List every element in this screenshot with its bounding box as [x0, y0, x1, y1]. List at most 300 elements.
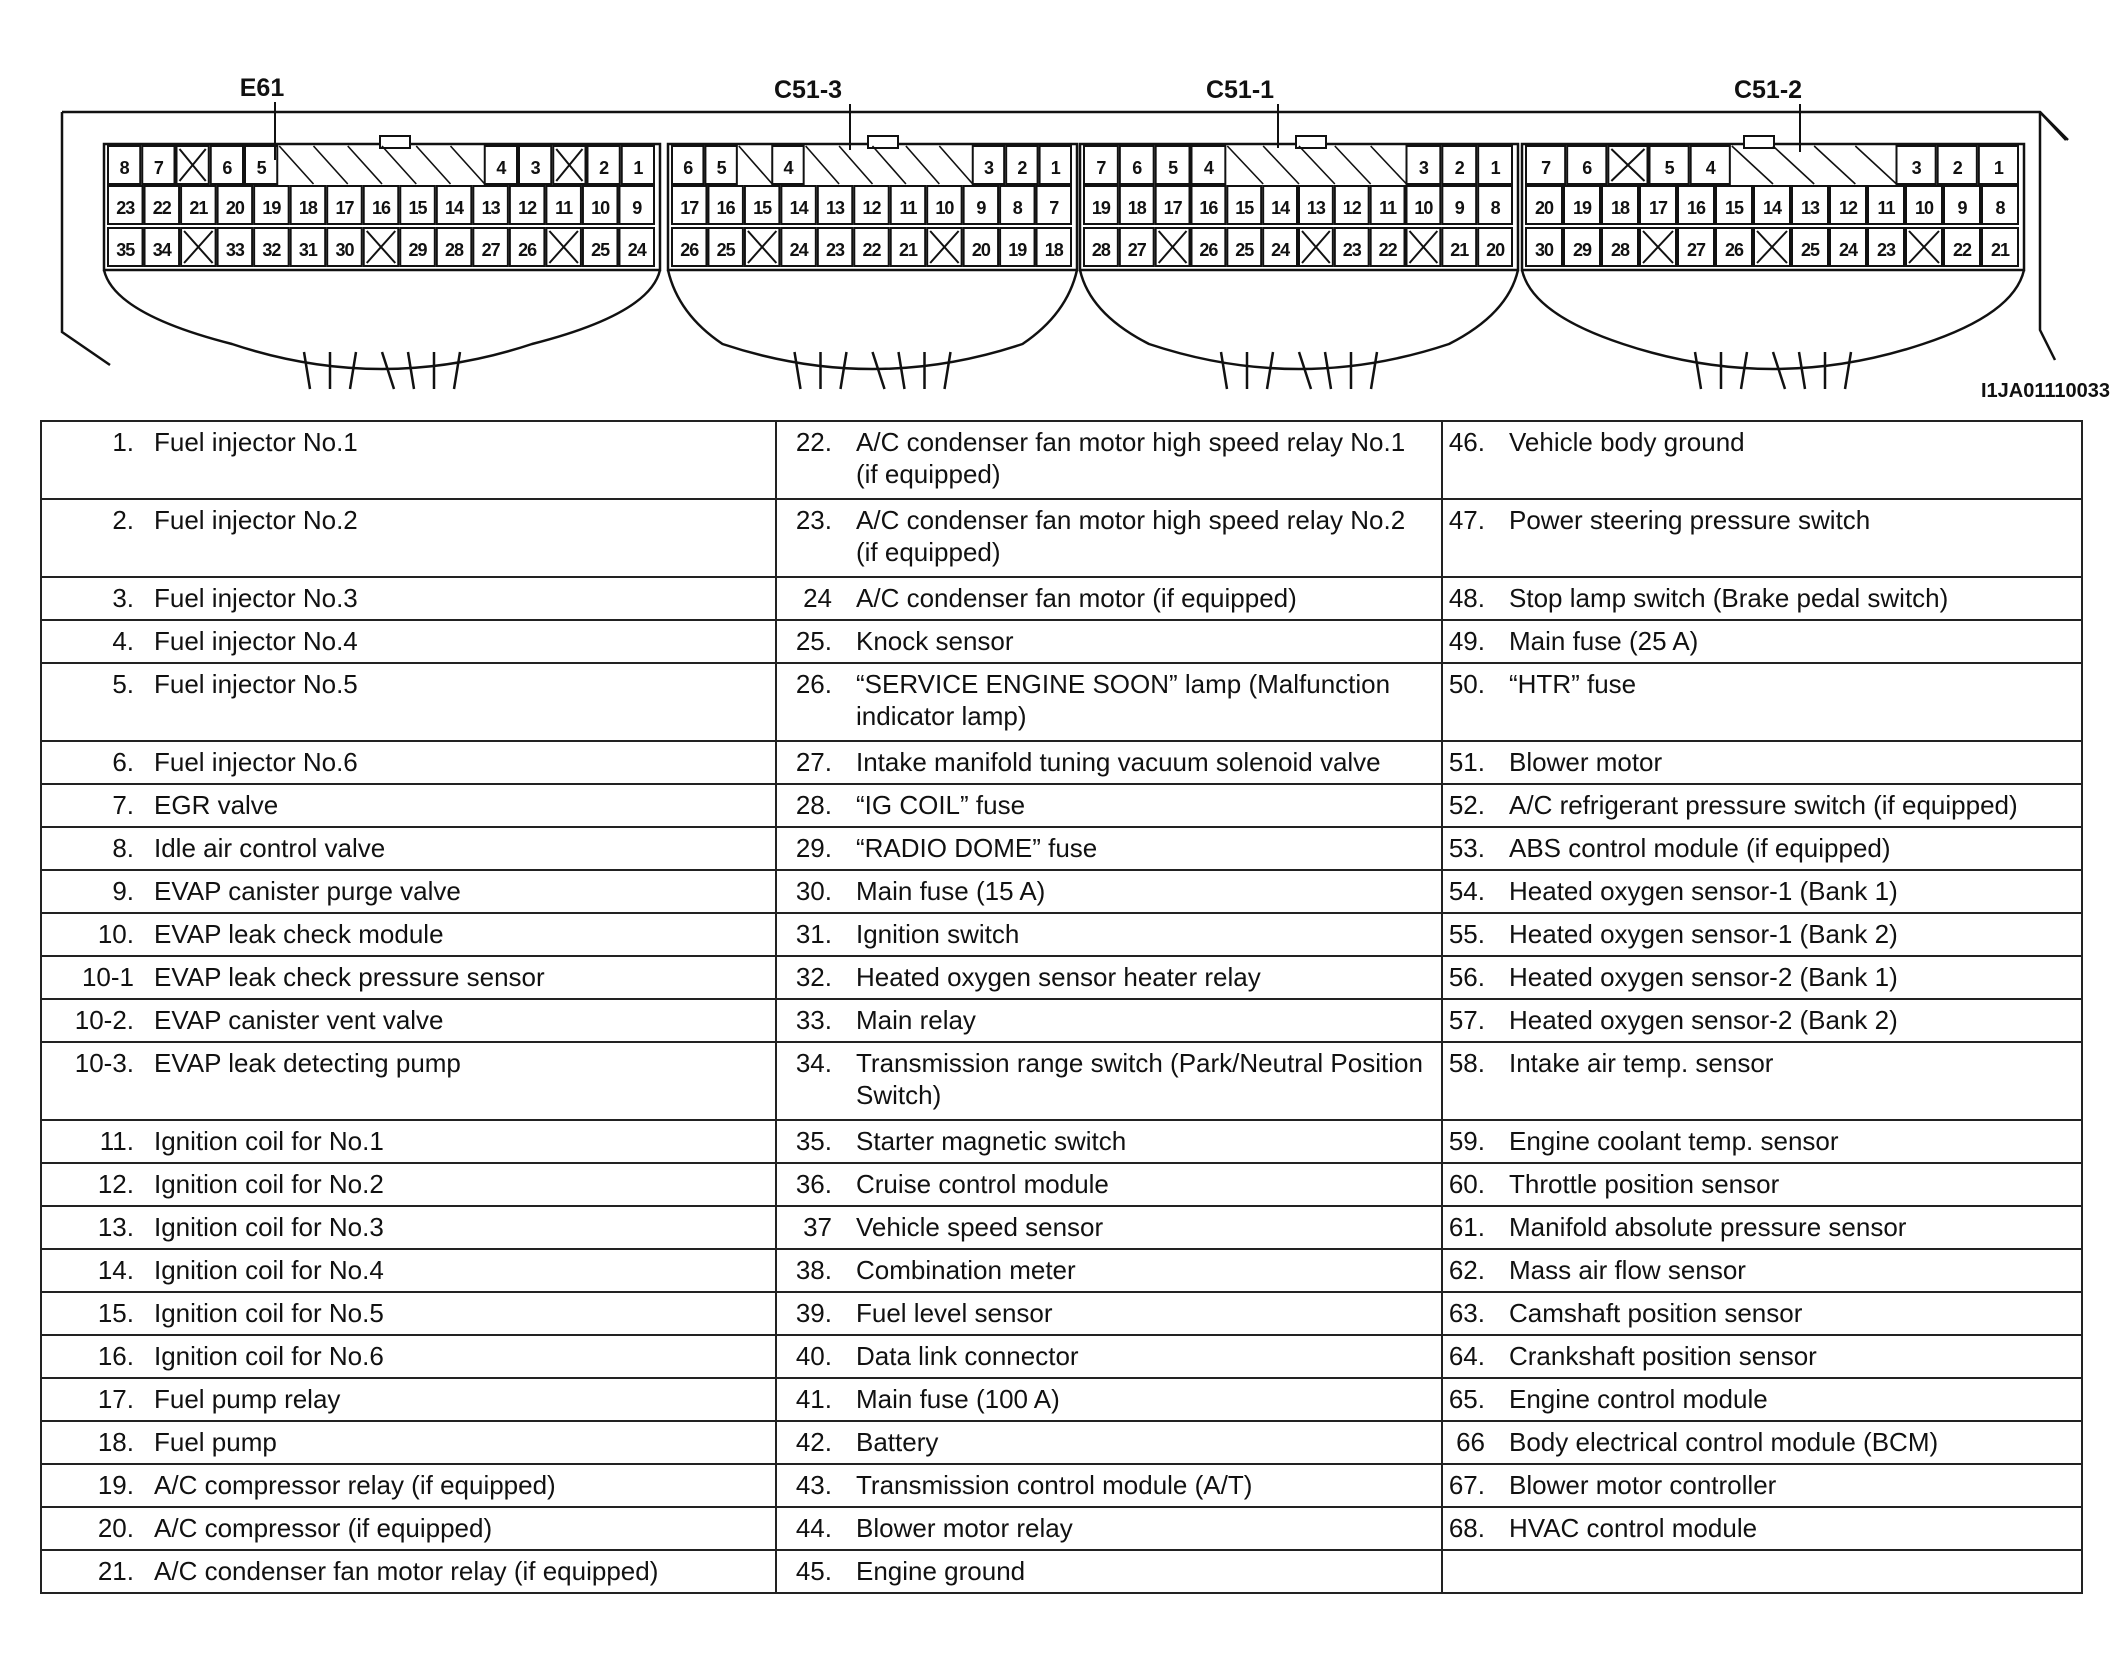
pin-number-label: 5 — [256, 158, 266, 178]
pin-number-label: 16 — [371, 198, 391, 218]
legend-cell — [41, 1507, 776, 1550]
legend-cell — [776, 1249, 1442, 1292]
pin-number-label: 20 — [1486, 240, 1505, 260]
pin-description: EVAP canister vent valve — [154, 1005, 444, 1035]
pin-description: Engine control module — [1509, 1384, 1768, 1414]
connector-label: E61 — [239, 74, 285, 102]
legend-cell — [41, 784, 776, 827]
legend-cell — [1442, 620, 2082, 663]
pin-description: Knock sensor — [856, 626, 1014, 656]
pin-description: Transmission range switch (Park/Neutral Position Switch) — [856, 1048, 1423, 1110]
pin-number-label: 10 — [935, 198, 954, 218]
pin-legend-table — [40, 420, 2083, 1594]
pin-number-label: 4 — [1705, 158, 1715, 178]
pin-number-label: 34 — [152, 240, 171, 260]
key-slot — [1814, 146, 1855, 184]
legend-row — [41, 999, 2082, 1042]
legend-cell — [41, 1335, 776, 1378]
legend-cell — [41, 827, 776, 870]
pin-number-label: 26 — [1724, 240, 1744, 260]
pin-number-label: 25 — [716, 240, 735, 260]
pin-number-label: 18 — [1610, 198, 1630, 218]
connector-c51-1 — [1080, 136, 1518, 389]
pin-description: Crankshaft position sensor — [1509, 1341, 1817, 1371]
pin-number-label: 2 — [1017, 158, 1027, 178]
pin-number-label: 24 — [1271, 240, 1290, 260]
pin-number: 38. — [795, 1255, 832, 1285]
pin-number: 10-1 — [81, 962, 134, 992]
pin-number: 7. — [112, 790, 134, 820]
pin-number-label: 18 — [1044, 240, 1063, 260]
pin-number-label: 12 — [518, 198, 537, 218]
pin-description: Heated oxygen sensor-1 (Bank 2) — [1509, 919, 1898, 949]
pin-description: Fuel injector No.3 — [154, 583, 358, 613]
pin-number-label: 16 — [716, 198, 735, 218]
pin-description: EVAP leak check pressure sensor — [154, 962, 545, 992]
legend-cell — [1442, 663, 2082, 741]
pin-number: 54. — [1448, 876, 1485, 906]
pin-description: Camshaft position sensor — [1509, 1298, 1803, 1328]
pin-description: Transmission control module (A/T) — [856, 1470, 1253, 1500]
legend-row — [41, 1163, 2082, 1206]
pin-number-label: 12 — [1342, 198, 1361, 218]
connector-e61 — [104, 136, 660, 389]
legend-cell — [776, 913, 1442, 956]
pin-number-label: 19 — [262, 198, 281, 218]
key-slot — [873, 146, 906, 184]
pin-description: Mass air flow sensor — [1509, 1255, 1746, 1285]
pin-description: “HTR” fuse — [1509, 669, 1637, 699]
pin-number-label: 26 — [680, 240, 699, 260]
pin-number-label: 9 — [1957, 198, 1967, 218]
pin-number-label: 12 — [862, 198, 881, 218]
pin-number: 34. — [795, 1048, 832, 1078]
pin-description: Battery — [856, 1427, 939, 1457]
pin-number-label: 18 — [1127, 198, 1146, 218]
pin-description: Ignition switch — [856, 919, 1020, 949]
legend-cell — [1442, 1206, 2082, 1249]
pin-number-label: 3 — [530, 158, 540, 178]
pin-number-label: 30 — [335, 240, 354, 260]
pin-number: 15. — [97, 1298, 134, 1328]
legend-cell — [1442, 1120, 2082, 1163]
pin-number-label: 1 — [1993, 158, 2003, 178]
pin-number-label: 21 — [189, 198, 208, 218]
pin-description: Cruise control module — [856, 1169, 1109, 1199]
pin-number-label: 23 — [1342, 240, 1361, 260]
pin-number: 1. — [112, 427, 134, 457]
pin-number-label: 12 — [1838, 198, 1858, 218]
key-slot — [1732, 146, 1773, 184]
pin-description: Ignition coil for No.6 — [154, 1341, 384, 1371]
pin-number-label: 19 — [1008, 240, 1027, 260]
pin-number: 6. — [112, 747, 134, 777]
key-slot — [1299, 146, 1335, 184]
pin-description: Main relay — [856, 1005, 976, 1035]
legend-cell — [1442, 1421, 2082, 1464]
pin-number-label: 13 — [1306, 198, 1325, 218]
pin-number-label: 11 — [1379, 198, 1397, 218]
legend-row — [41, 421, 2082, 499]
pin-number-label: 17 — [1163, 198, 1182, 218]
key-slot — [1335, 146, 1371, 184]
pin-number-label: 35 — [116, 240, 135, 260]
pin-number-label: 20 — [225, 198, 244, 218]
pin-number: 56. — [1448, 962, 1485, 992]
pin-number-label: 16 — [1686, 198, 1706, 218]
pin-number-label: 7 — [1096, 158, 1106, 178]
legend-cell — [776, 499, 1442, 577]
pin-number-label: 15 — [408, 198, 427, 218]
legend-cell — [41, 1550, 776, 1593]
legend-cell — [41, 1421, 776, 1464]
pin-number-label: 24 — [1838, 240, 1858, 260]
connector-label: C51-3 — [773, 76, 843, 104]
legend-cell — [776, 1163, 1442, 1206]
key-slot — [939, 146, 972, 184]
legend-cell — [1442, 999, 2082, 1042]
legend-row — [41, 1464, 2082, 1507]
pin-number-label: 26 — [518, 240, 537, 260]
pin-description: A/C compressor (if equipped) — [154, 1513, 493, 1543]
pin-number: 39. — [795, 1298, 832, 1328]
pin-number-label: 8 — [1012, 198, 1022, 218]
pin-number-label: 11 — [899, 198, 917, 218]
pin-number: 11. — [99, 1126, 134, 1156]
pin-number-label: 3 — [1911, 158, 1921, 178]
pin-number-label: 6 — [1132, 158, 1142, 178]
pin-description: Heated oxygen sensor-2 (Bank 2) — [1509, 1005, 1898, 1035]
legend-cell — [776, 577, 1442, 620]
pin-number-label: 20 — [971, 240, 990, 260]
pin-description: Idle air control valve — [154, 833, 386, 863]
legend-row — [41, 956, 2082, 999]
legend-row — [41, 1550, 2082, 1593]
legend-row — [41, 1120, 2082, 1163]
pin-number: 44. — [795, 1513, 832, 1543]
pin-number: 62. — [1448, 1255, 1485, 1285]
pin-description: “SERVICE ENGINE SOON” lamp (Malfunction indicator lamp) — [856, 669, 1391, 731]
pin-number-label: 33 — [225, 240, 244, 260]
pin-description: Blower motor relay — [856, 1513, 1073, 1543]
legend-row — [41, 1507, 2082, 1550]
key-slot — [839, 146, 872, 184]
pin-description: EVAP leak check module — [154, 919, 444, 949]
pin-number: 51. — [1448, 747, 1485, 777]
legend-cell — [776, 956, 1442, 999]
pin-number: 24 — [803, 583, 832, 613]
pin-number-label: 20 — [1534, 198, 1554, 218]
key-slot — [1227, 146, 1263, 184]
pin-number-label: 3 — [1418, 158, 1428, 178]
pin-number: 23. — [795, 505, 832, 535]
pin-number-label: 16 — [1199, 198, 1218, 218]
pin-number-label: 6 — [1582, 158, 1592, 178]
pin-number-label: 11 — [1877, 198, 1895, 218]
legend-cell — [1442, 1550, 2082, 1593]
legend-cell — [776, 663, 1442, 741]
legend-row — [41, 1335, 2082, 1378]
legend-cell — [1442, 870, 2082, 913]
pin-number: 27. — [795, 747, 832, 777]
pin-number: 40. — [795, 1341, 832, 1371]
pin-number: 25. — [795, 626, 832, 656]
connector-label: C51-2 — [1733, 76, 1803, 104]
pin-number-label: 29 — [408, 240, 427, 260]
legend-cell — [1442, 1464, 2082, 1507]
pin-number-label: 25 — [591, 240, 610, 260]
legend-cell — [776, 1378, 1442, 1421]
pin-number: 31. — [795, 919, 832, 949]
pin-number-label: 7 — [1541, 158, 1551, 178]
legend-row — [41, 499, 2082, 577]
legend-row — [41, 1249, 2082, 1292]
legend-cell — [776, 741, 1442, 784]
pin-number: 21. — [97, 1556, 134, 1586]
pin-description: Stop lamp switch (Brake pedal switch) — [1509, 583, 1949, 613]
pin-number-label: 1 — [1490, 158, 1500, 178]
pin-number: 10-2. — [74, 1005, 134, 1035]
pin-description: A/C condenser fan motor relay (if equipped) — [154, 1556, 659, 1586]
legend-row — [41, 1421, 2082, 1464]
pin-number: 5. — [112, 669, 134, 699]
legend-cell — [41, 1249, 776, 1292]
legend-cell — [776, 1292, 1442, 1335]
legend-cell — [41, 1206, 776, 1249]
legend-cell — [1442, 499, 2082, 577]
pin-number-label: 29 — [1572, 240, 1592, 260]
pin-number-label: 8 — [1490, 198, 1500, 218]
pin-number: 10-3. — [74, 1048, 134, 1078]
pin-description: Main fuse (25 A) — [1509, 626, 1699, 656]
pin-description: Intake manifold tuning vacuum solenoid valve — [856, 747, 1381, 777]
pin-description: Throttle position sensor — [1509, 1169, 1780, 1199]
pin-description: Starter magnetic switch — [856, 1126, 1127, 1156]
pin-number-label: 10 — [1414, 198, 1433, 218]
pin-number: 13. — [97, 1212, 134, 1242]
pin-description: Blower motor controller — [1509, 1470, 1777, 1500]
pin-number: 22. — [795, 427, 832, 457]
pin-number-label: 25 — [1235, 240, 1254, 260]
legend-cell — [776, 1550, 1442, 1593]
pin-description: Combination meter — [856, 1255, 1076, 1285]
legend-cell — [1442, 577, 2082, 620]
pin-number-label: 22 — [152, 198, 171, 218]
pin-number-label: 7 — [153, 158, 163, 178]
pin-description: Power steering pressure switch — [1509, 505, 1871, 535]
legend-cell — [776, 1421, 1442, 1464]
legend-row — [41, 577, 2082, 620]
pin-number: 36. — [795, 1169, 832, 1199]
pin-number: 46. — [1448, 427, 1485, 457]
pin-number-label: 5 — [716, 158, 726, 178]
pin-description: EVAP leak detecting pump — [154, 1048, 461, 1078]
legend-cell — [1442, 784, 2082, 827]
pin-number: 41. — [795, 1384, 832, 1414]
pin-number-label: 31 — [298, 240, 317, 260]
pin-number: 20. — [97, 1513, 134, 1543]
key-slot — [314, 146, 348, 184]
pin-number-label: 27 — [1127, 240, 1146, 260]
pin-number: 49. — [1448, 626, 1485, 656]
pin-number-label: 13 — [1800, 198, 1820, 218]
legend-cell — [41, 1464, 776, 1507]
pin-number-label: 6 — [222, 158, 232, 178]
legend-cell — [776, 784, 1442, 827]
pin-number-label: 9 — [632, 198, 642, 218]
pin-number: 47. — [1448, 505, 1485, 535]
connector-diagram — [0, 0, 2124, 395]
legend-cell — [41, 913, 776, 956]
pin-number-label: 22 — [1952, 240, 1972, 260]
pin-number: 19. — [97, 1470, 134, 1500]
pin-number: 3. — [112, 583, 134, 613]
pin-number: 59. — [1448, 1126, 1485, 1156]
pin-number: 45. — [795, 1556, 832, 1586]
pin-number: 8. — [112, 833, 134, 863]
pin-number: 4. — [112, 626, 134, 656]
pin-number: 26. — [795, 669, 832, 699]
pin-number: 9. — [112, 876, 134, 906]
pin-number: 43. — [795, 1470, 832, 1500]
legend-cell — [1442, 913, 2082, 956]
pin-number-label: 15 — [1235, 198, 1254, 218]
pin-number: 61. — [1448, 1212, 1485, 1242]
connector-c51-2 — [1522, 136, 2024, 389]
legend-row — [41, 1292, 2082, 1335]
pin-description: Fuel injector No.1 — [154, 427, 358, 457]
legend-cell — [1442, 1042, 2082, 1120]
legend-cell — [1442, 741, 2082, 784]
pin-number: 65. — [1448, 1384, 1485, 1414]
pin-description: A/C refrigerant pressure switch (if equipped) — [1509, 790, 2018, 820]
pin-description: Main fuse (15 A) — [856, 876, 1046, 906]
pin-number-label: 23 — [1876, 240, 1896, 260]
pin-number: 32. — [795, 962, 832, 992]
legend-cell — [41, 741, 776, 784]
legend-cell — [776, 999, 1442, 1042]
legend-cell — [776, 1464, 1442, 1507]
pin-description: Main fuse (100 A) — [856, 1384, 1060, 1414]
connector-c51-3 — [668, 136, 1077, 389]
pin-number-label: 22 — [1378, 240, 1397, 260]
legend-cell — [776, 1120, 1442, 1163]
pin-number: 2. — [112, 505, 134, 535]
pin-description: Manifold absolute pressure sensor — [1509, 1212, 1907, 1242]
key-slot — [382, 146, 416, 184]
legend-cell — [41, 663, 776, 741]
legend-cell — [776, 827, 1442, 870]
pin-number-label: 10 — [1914, 198, 1934, 218]
pin-description: Heated oxygen sensor-2 (Bank 1) — [1509, 962, 1898, 992]
pin-number: 12. — [97, 1169, 134, 1199]
legend-cell — [1442, 421, 2082, 499]
legend-cell — [41, 999, 776, 1042]
pin-number-label: 1 — [1050, 158, 1060, 178]
pin-number-label: 24 — [627, 240, 646, 260]
pin-description: Fuel level sensor — [856, 1298, 1053, 1328]
pin-description: Blower motor — [1509, 747, 1663, 777]
pin-number: 63. — [1448, 1298, 1485, 1328]
pin-number: 10. — [97, 919, 134, 949]
pin-number-label: 3 — [983, 158, 993, 178]
pin-description: A/C condenser fan motor high speed relay No.2 (if equipped) — [856, 505, 1406, 567]
pin-number: 57. — [1448, 1005, 1485, 1035]
pin-description: Fuel injector No.5 — [154, 669, 358, 699]
pin-number-label: 32 — [262, 240, 281, 260]
pin-number-label: 25 — [1800, 240, 1820, 260]
pin-description: EVAP canister purge valve — [154, 876, 461, 906]
pin-description: EGR valve — [154, 790, 279, 820]
pin-description: Data link connector — [856, 1341, 1079, 1371]
pin-number: 14. — [97, 1255, 134, 1285]
legend-cell — [1442, 827, 2082, 870]
pin-number-label: 17 — [680, 198, 699, 218]
legend-row — [41, 620, 2082, 663]
pin-description: Vehicle speed sensor — [856, 1212, 1104, 1242]
pin-number: 37 — [803, 1212, 832, 1242]
pin-number-label: 5 — [1168, 158, 1178, 178]
pin-number-label: 4 — [783, 158, 793, 178]
pin-number: 35. — [795, 1126, 832, 1156]
pin-number: 58. — [1448, 1048, 1485, 1078]
pin-description: “IG COIL” fuse — [856, 790, 1026, 820]
pin-number-label: 30 — [1534, 240, 1554, 260]
pin-description: Ignition coil for No.3 — [154, 1212, 384, 1242]
legend-cell — [1442, 1292, 2082, 1335]
legend-row — [41, 663, 2082, 741]
key-slot — [1263, 146, 1299, 184]
pin-number: 42. — [795, 1427, 832, 1457]
legend-cell — [776, 1042, 1442, 1120]
pin-number-label: 8 — [119, 158, 129, 178]
pin-number-label: 13 — [481, 198, 500, 218]
pin-description: Ignition coil for No.2 — [154, 1169, 384, 1199]
pin-number-label: 7 — [1049, 198, 1059, 218]
pin-number-label: 28 — [1610, 240, 1630, 260]
pin-description: HVAC control module — [1509, 1513, 1758, 1543]
pin-number-label: 27 — [481, 240, 500, 260]
legend-row — [41, 827, 2082, 870]
pin-description: ABS control module (if equipped) — [1509, 833, 1891, 863]
key-slot — [1371, 146, 1407, 184]
pin-description: A/C condenser fan motor high speed relay No.1 (if equipped) — [856, 427, 1406, 489]
pin-number: 50. — [1448, 669, 1485, 699]
legend-cell — [41, 421, 776, 499]
pin-number-label: 21 — [1990, 240, 2010, 260]
pin-number-label: 6 — [683, 158, 693, 178]
pin-description: A/C condenser fan motor (if equipped) — [856, 583, 1297, 613]
pin-number-label: 14 — [1762, 198, 1782, 218]
legend-cell — [41, 1292, 776, 1335]
pin-number-label: 27 — [1686, 240, 1706, 260]
legend-cell — [41, 499, 776, 577]
pin-number: 60. — [1448, 1169, 1485, 1199]
pin-number-label: 2 — [1952, 158, 1962, 178]
pin-number: 30. — [795, 876, 832, 906]
legend-row — [41, 741, 2082, 784]
legend-row — [41, 784, 2082, 827]
connector-label: C51-1 — [1205, 76, 1275, 104]
legend-row — [41, 1206, 2082, 1249]
legend-cell — [776, 1507, 1442, 1550]
pin-number: 53. — [1448, 833, 1485, 863]
pin-number-label: 13 — [826, 198, 845, 218]
pin-description: Body electrical control module (BCM) — [1509, 1427, 1939, 1457]
pin-number-label: 22 — [862, 240, 881, 260]
pin-description: Ignition coil for No.1 — [154, 1126, 384, 1156]
pin-number-label: 9 — [976, 198, 986, 218]
